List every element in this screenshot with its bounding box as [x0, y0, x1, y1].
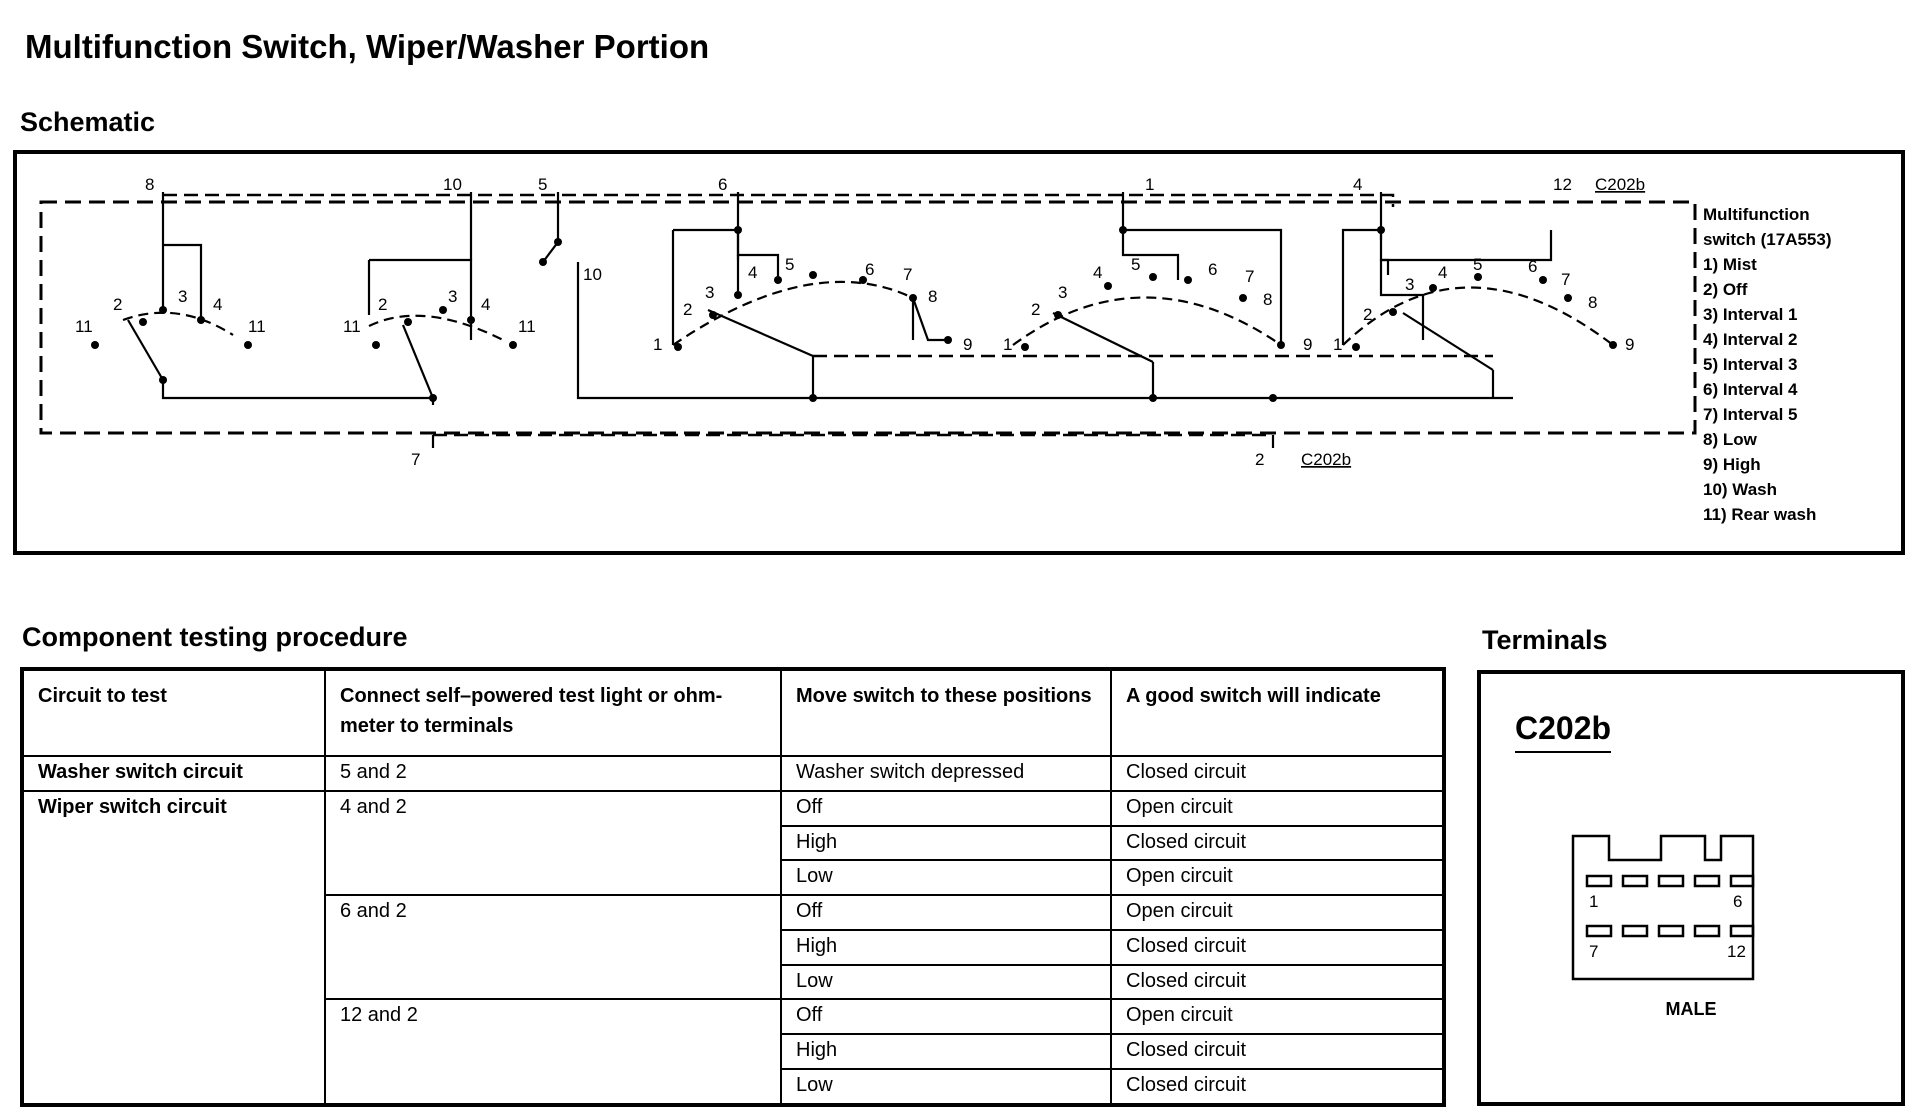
svg-text:2: 2 — [1031, 300, 1041, 319]
svg-text:3: 3 — [1405, 275, 1415, 294]
position-cell: Low — [781, 1069, 1111, 1105]
svg-text:11: 11 — [75, 317, 93, 336]
legend-line: 6) Interval 4 — [1703, 380, 1798, 399]
terminal-10-label: 10 — [443, 175, 462, 194]
pin-label: 7 — [1589, 942, 1599, 961]
svg-text:1: 1 — [653, 335, 663, 354]
svg-text:3: 3 — [705, 283, 715, 302]
svg-text:10: 10 — [583, 265, 602, 284]
svg-text:2: 2 — [378, 295, 388, 314]
svg-text:2: 2 — [113, 295, 123, 314]
terminals-panel — [1477, 670, 1905, 1106]
schematic-diagram — [13, 150, 1905, 555]
column-header: Connect self–powered test light or ohm-meter to terminals — [325, 669, 781, 756]
svg-text:11: 11 — [518, 317, 536, 336]
legend-line: 4) Interval 2 — [1703, 330, 1798, 349]
terminals-cell: 4 and 2 — [325, 791, 781, 895]
svg-text:6: 6 — [865, 260, 875, 279]
legend-line: switch (17A553) — [1703, 230, 1832, 249]
svg-text:7: 7 — [903, 265, 913, 284]
legend-line: 9) High — [1703, 455, 1761, 474]
result-cell: Closed circuit — [1111, 1069, 1444, 1105]
svg-text:3: 3 — [448, 287, 458, 306]
circuit-cell: Washer switch circuit — [22, 756, 325, 791]
result-cell: Open circuit — [1111, 791, 1444, 826]
terminal-8-label: 8 — [145, 175, 155, 194]
pin-label: 12 — [1727, 942, 1746, 961]
svg-text:2: 2 — [683, 300, 693, 319]
connector-name: C202b — [1515, 710, 1611, 753]
svg-text:6: 6 — [1208, 260, 1218, 279]
terminal-12-label: 12 — [1553, 175, 1572, 194]
legend-line: Multifunction — [1703, 205, 1810, 224]
svg-text:2: 2 — [1363, 305, 1373, 324]
svg-text:4: 4 — [213, 295, 223, 314]
terminal-1-label: 1 — [1145, 175, 1155, 194]
svg-text:9: 9 — [963, 335, 973, 354]
result-cell: Closed circuit — [1111, 826, 1444, 861]
position-cell: Low — [781, 860, 1111, 895]
legend-line: 3) Interval 1 — [1703, 305, 1798, 324]
terminals-cell: 12 and 2 — [325, 999, 781, 1105]
column-header: Move switch to these positions — [781, 669, 1111, 756]
position-cell: Off — [781, 791, 1111, 826]
svg-text:7: 7 — [1245, 267, 1255, 286]
connector-top-label: C202b — [1595, 175, 1646, 194]
svg-text:3: 3 — [178, 287, 188, 306]
position-cell: High — [781, 826, 1111, 861]
svg-text:4: 4 — [748, 263, 758, 282]
terminal-6-label: 6 — [718, 175, 728, 194]
circuit-cell: Wiper switch circuit — [22, 791, 325, 1105]
svg-text:7: 7 — [1561, 270, 1571, 289]
position-cell: Off — [781, 895, 1111, 930]
terminals-cell: 6 and 2 — [325, 895, 781, 999]
svg-text:11: 11 — [343, 317, 361, 336]
testing-table — [20, 667, 1446, 1107]
connector-bottom-label: C202b — [1301, 450, 1352, 469]
terminal-7-label: 7 — [411, 450, 421, 469]
svg-text:4: 4 — [1438, 263, 1448, 282]
legend-line: 2) Off — [1703, 280, 1748, 299]
pin-label: 6 — [1733, 892, 1743, 911]
terminals-heading: Terminals — [1482, 625, 1608, 655]
svg-text:1: 1 — [1333, 335, 1343, 354]
svg-text:11: 11 — [248, 317, 266, 336]
position-cell: High — [781, 930, 1111, 965]
svg-text:9: 9 — [1303, 335, 1313, 354]
column-header: A good switch will indicate — [1111, 669, 1444, 756]
terminal-5-label: 5 — [538, 175, 548, 194]
column-header: Circuit to test — [22, 669, 325, 756]
table-row — [22, 791, 1444, 826]
legend-line: 5) Interval 3 — [1703, 355, 1798, 374]
legend-line: 7) Interval 5 — [1703, 405, 1798, 424]
connector-gender-label: MALE — [1665, 999, 1717, 1019]
testing-heading: Component testing procedure — [22, 622, 408, 652]
result-cell: Open circuit — [1111, 860, 1444, 895]
terminals-cell: 5 and 2 — [325, 756, 781, 791]
terminal-2-label: 2 — [1255, 450, 1265, 469]
svg-text:5: 5 — [1473, 255, 1483, 274]
terminal-4-label: 4 — [1353, 175, 1363, 194]
svg-text:4: 4 — [481, 295, 491, 314]
svg-text:8: 8 — [928, 287, 938, 306]
legend-line: 11) Rear wash — [1703, 505, 1817, 524]
svg-text:8: 8 — [1588, 293, 1598, 312]
schematic-heading: Schematic — [20, 107, 156, 137]
svg-text:5: 5 — [785, 255, 795, 274]
svg-text:8: 8 — [1263, 290, 1273, 309]
position-cell: Off — [781, 999, 1111, 1034]
terminal-labels — [145, 175, 1645, 469]
page-title: Multifunction Switch, Wiper/Washer Portion — [25, 28, 710, 65]
position-cell: High — [781, 1034, 1111, 1069]
legend-line: 10) Wash — [1703, 480, 1778, 499]
connector-face-diagram — [1481, 674, 1909, 1110]
svg-text:9: 9 — [1625, 335, 1635, 354]
svg-text:4: 4 — [1093, 263, 1103, 282]
position-cell: Washer switch depressed — [781, 756, 1111, 791]
result-cell: Closed circuit — [1111, 1034, 1444, 1069]
table-row — [22, 756, 1444, 791]
result-cell: Open circuit — [1111, 999, 1444, 1034]
table-header-row — [22, 669, 1444, 756]
legend-line: 8) Low — [1703, 430, 1757, 449]
result-cell: Closed circuit — [1111, 930, 1444, 965]
position-cell: Low — [781, 965, 1111, 1000]
schematic-legend — [1703, 205, 1832, 524]
svg-text:1: 1 — [1003, 335, 1013, 354]
result-cell: Closed circuit — [1111, 965, 1444, 1000]
pin-label: 1 — [1589, 892, 1599, 911]
legend-line: 1) Mist — [1703, 255, 1757, 274]
svg-text:5: 5 — [1131, 255, 1141, 274]
result-cell: Open circuit — [1111, 895, 1444, 930]
svg-text:3: 3 — [1058, 283, 1068, 302]
svg-text:6: 6 — [1528, 257, 1538, 276]
result-cell: Closed circuit — [1111, 756, 1444, 791]
